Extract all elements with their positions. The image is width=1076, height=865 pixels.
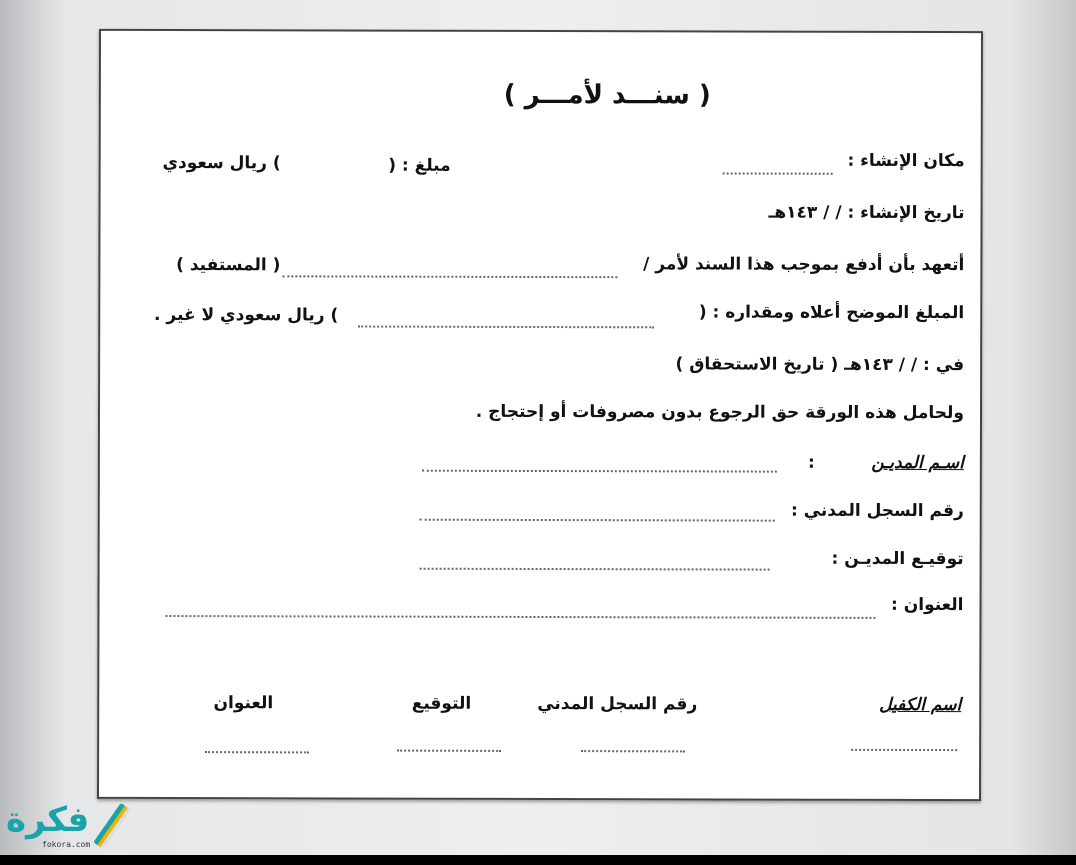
debtor-name-field[interactable] [422, 470, 777, 473]
address-field[interactable] [165, 615, 875, 619]
beneficiary-label: ( المستفيد ) [176, 255, 281, 276]
civil-id-label: رقم السجل المدني : [790, 500, 964, 522]
civil-id-field[interactable] [420, 519, 775, 522]
logo-word: فكرة [6, 800, 90, 840]
beneficiary-field[interactable] [282, 275, 617, 278]
pencil-icon [93, 803, 130, 849]
guarantor-civil-id-label: رقم السجل المدني [537, 693, 698, 715]
pledge-text: أتعهد بأن أدفع بموجب هذا السند لأمر / [643, 254, 965, 276]
address-label: العنوان : [891, 594, 964, 616]
guarantor-name-field[interactable] [851, 749, 957, 751]
amount-text-end: ) ريال سعودي لا غير . [154, 304, 339, 326]
bottom-bar [0, 855, 1076, 865]
place-field[interactable] [723, 172, 833, 174]
watermark-logo [6, 800, 91, 849]
amount-label: مبلغ : ( [388, 155, 451, 176]
place-label: مكان الإنشاء : [847, 150, 965, 172]
logo-site: fokora.com [42, 840, 91, 849]
guarantor-signature-field[interactable] [397, 750, 501, 752]
guarantor-signature-label: التوقيع [411, 693, 472, 714]
due-date-label: في : / / ١٤٣هـ ( تاريخ الاستحقاق ) [675, 354, 965, 376]
guarantor-address-label: العنوان [213, 693, 274, 714]
issue-date-label: تاريخ الإنشاء : / / ١٤٣هـ [768, 202, 965, 224]
promissory-note-form [97, 29, 983, 801]
debtor-signature-label: توقيـع المديـن : [831, 548, 964, 570]
amount-words-field[interactable] [358, 326, 654, 329]
amount-currency: ) ريال سعودي [162, 153, 281, 174]
amount-text-label: المبلغ الموضح أعلاه ومقداره : ( [698, 302, 965, 324]
guarantor-name-label: اسم الكفيل [879, 694, 962, 716]
holder-rights-text: ولحامل هذه الورقة حق الرجوع بدون مصروفات أو إحتجاج . [475, 401, 965, 424]
form-title: ( سنـــد لأمـــر ) [503, 79, 711, 111]
debtor-name-colon: : [808, 452, 815, 473]
debtor-name-label: اسـم المديـن [871, 452, 964, 474]
debtor-signature-field[interactable] [420, 568, 770, 571]
guarantor-address-field[interactable] [205, 751, 309, 753]
guarantor-civil-id-field[interactable] [581, 750, 685, 752]
